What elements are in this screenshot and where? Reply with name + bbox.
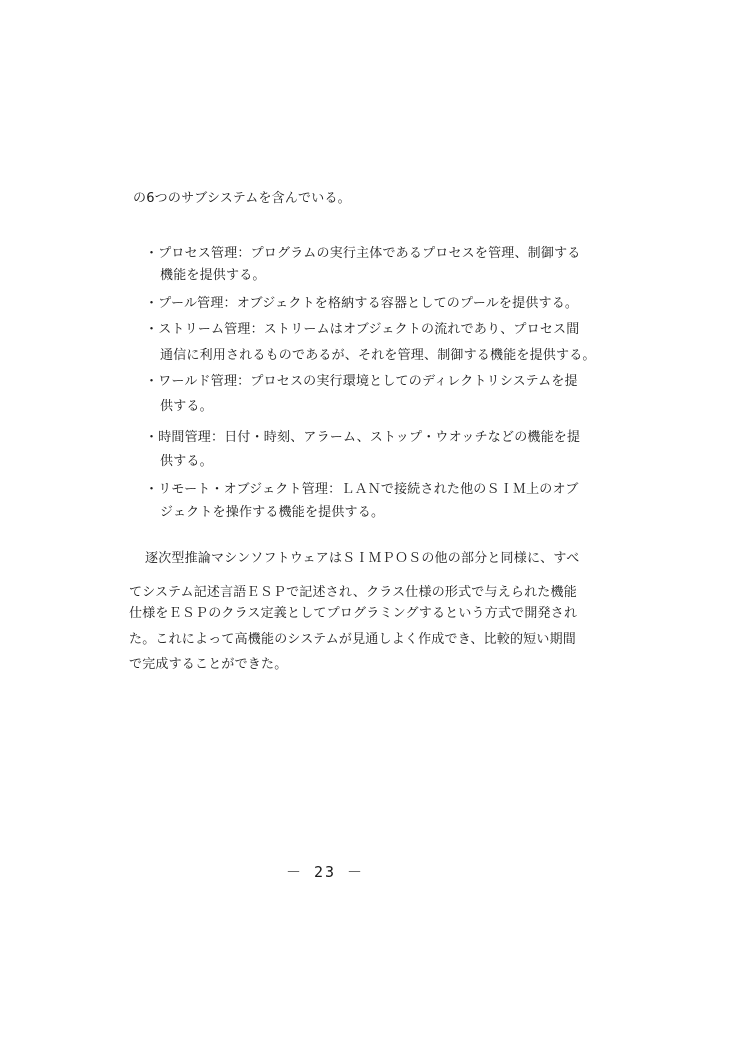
page-number: － 23 －	[285, 863, 365, 881]
bullet-remote-object-management-line2: ジェクトを操作する機能を提供する。	[160, 505, 385, 520]
intro-text: の6つのサブシステムを含んでいる。	[133, 191, 351, 206]
bullet-stream-management-line2: 通信に利用されるものであるが、それを管理、制御する機能を提供する。	[160, 348, 596, 363]
bullet-pool-management: ・プール管理：オブジェクトを格納する容器としてのプールを提供する。	[145, 296, 579, 311]
paragraph-line: 逐次型推論マシンソフトウェアはＳＩＭＰＯＳの他の部分と同様に、すべ	[145, 551, 580, 566]
bullet-remote-object-management-line1: ・リモート・オブジェクト管理：ＬＡＮで接続された他のＳＩＭ上のオブ	[145, 482, 579, 497]
paragraph-line: てシステム記述言語ＥＳＰで記述され、クラス仕様の形式で与えられた機能	[129, 585, 577, 600]
paragraph-line: で完成することができた。	[129, 657, 288, 672]
bullet-time-management-line1: ・時間管理：日付・時刻、アラーム、ストップ・ウオッチなどの機能を提	[145, 430, 581, 445]
bullet-process-management-line2: 機能を提供する。	[160, 268, 266, 283]
bullet-time-management-line2: 供する。	[160, 454, 213, 469]
bullet-stream-management-line1: ・ストリーム管理：ストリームはオブジェクトの流れであり、プロセス間	[145, 322, 580, 337]
paragraph-line: 仕様をＥＳＰのクラス定義としてプログラミングするという方式で開発され	[129, 606, 578, 621]
bullet-world-management-line2: 供する。	[160, 399, 213, 414]
bullet-world-management-line1: ・ワールド管理：プロセスの実行環境としてのディレクトリシステムを提	[145, 374, 578, 389]
paragraph-line: た。これによって高機能のシステムが見通しよく作成でき、比較的短い期間	[129, 632, 576, 647]
bullet-process-management-line1: ・プロセス管理：プログラムの実行主体であるプロセスを管理、制御する	[145, 246, 581, 261]
